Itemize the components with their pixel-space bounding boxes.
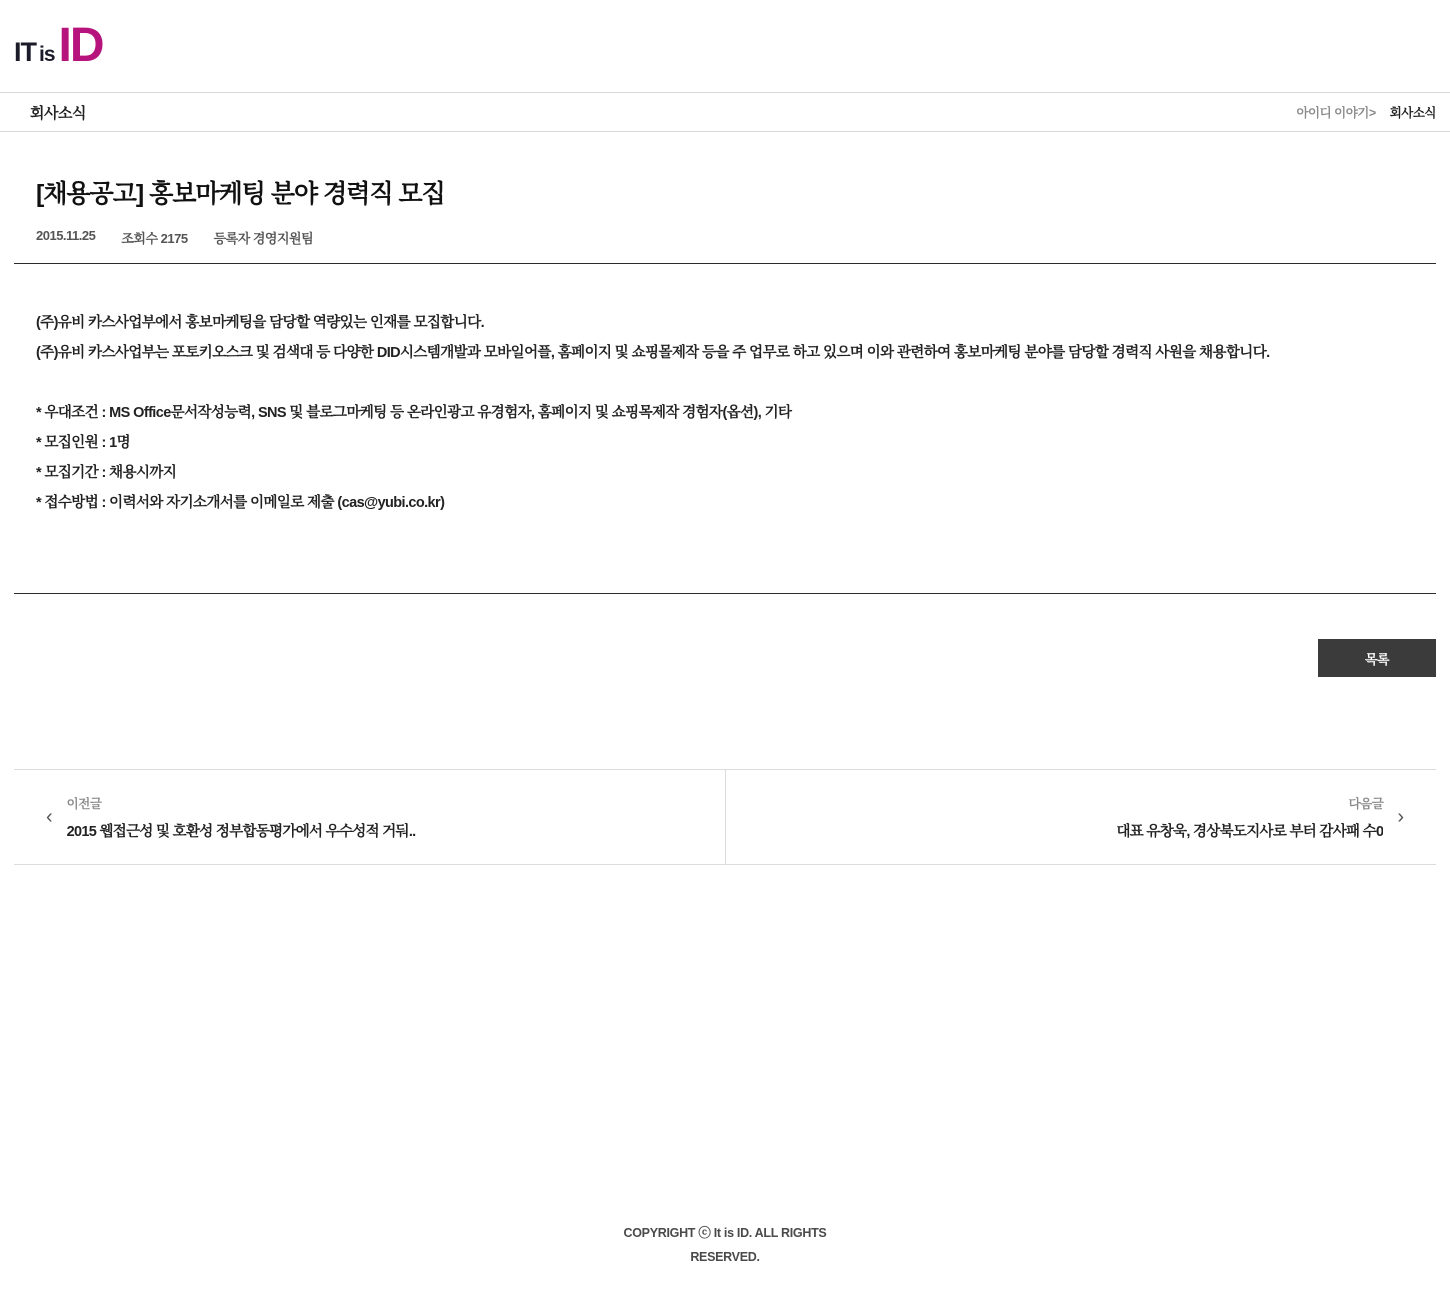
logo-text-is: is (39, 43, 55, 66)
article-title: [채용공고] 홍보마케팅 분야 경력직 모집 (36, 180, 445, 208)
next-article-label: 다음글 (1348, 796, 1384, 811)
site-footer (0, 1221, 1450, 1269)
section-title-bar (0, 92, 1450, 132)
article-paragraph: * 모집인원 : 1명 (36, 435, 131, 451)
next-article-title: 대표 유창욱, 경상북도지사로 부터 감사패 수0 (1116, 823, 1384, 840)
site-header (0, 0, 1450, 92)
chevron-left-icon: ‹ (46, 806, 53, 828)
article-date: 2015.11.25 (36, 228, 96, 243)
article-paragraph: (주)유비 카스사업부는 포토키오스크 및 검색대 등 다양한 DID시스템개발과 모바일어플, 홈페이지 및 쇼핑몰제작 등을 주 업무로 하고 있으며 이와 관련하여 홍보마케팅 분야를 담당할 경력직 사원을 채용합니다. (36, 345, 1270, 361)
next-article-text (1116, 794, 1383, 841)
article-actions (0, 594, 1450, 677)
prev-article-label: 이전글 (66, 796, 102, 811)
site-logo[interactable] (14, 19, 103, 72)
next-article-link[interactable] (725, 770, 1436, 864)
prev-article-title: 2015 웹접근성 및 호환성 정부합동평가에서 우수성적 거둬.. (66, 823, 416, 840)
article-meta (36, 228, 1414, 247)
article-header (14, 132, 1436, 264)
prev-article-link[interactable] (14, 770, 725, 864)
article-paragraph: * 모집기간 : 채용시까지 (36, 465, 177, 481)
breadcrumb-item-current: 회사소식 (1389, 106, 1436, 120)
article-paragraph: * 우대조건 : MS Office문서작성능력, SNS 및 블로그마케팅 등 온라인광고 유경험자, 홈페이지 및 쇼핑목제작 경험자(옵션), 기타 (36, 405, 792, 421)
article (0, 132, 1450, 594)
logo-text-id: ID (58, 19, 103, 72)
breadcrumb-item-parent[interactable]: 아이디 이야기> (1296, 106, 1376, 120)
breadcrumb (1296, 103, 1436, 121)
article-paragraph: (주)유비 카스사업부에서 홍보마케팅을 담당할 역량있는 인재를 모집합니다. (36, 315, 485, 331)
article-body (14, 264, 1436, 594)
article-pagination (14, 769, 1436, 865)
article-author: 등록자 경영지원팀 (213, 231, 314, 246)
copyright-line-1: COPYRIGHT ⓒ It is ID. ALL RIGHTS (623, 1226, 827, 1240)
list-button[interactable]: 목록 (1318, 639, 1436, 677)
article-views: 조회수 2175 (121, 231, 188, 246)
page-title: 회사소식 (30, 104, 86, 122)
prev-article-text (67, 794, 416, 841)
chevron-right-icon: › (1397, 806, 1404, 828)
article-paragraph: * 접수방법 : 이력서와 자기소개서를 이메일로 제출 (cas@yubi.co.kr) (36, 495, 445, 511)
copyright-line-2: RESERVED. (690, 1250, 760, 1264)
logo-text-it: IT (14, 37, 36, 67)
article-spacer (36, 368, 1414, 398)
